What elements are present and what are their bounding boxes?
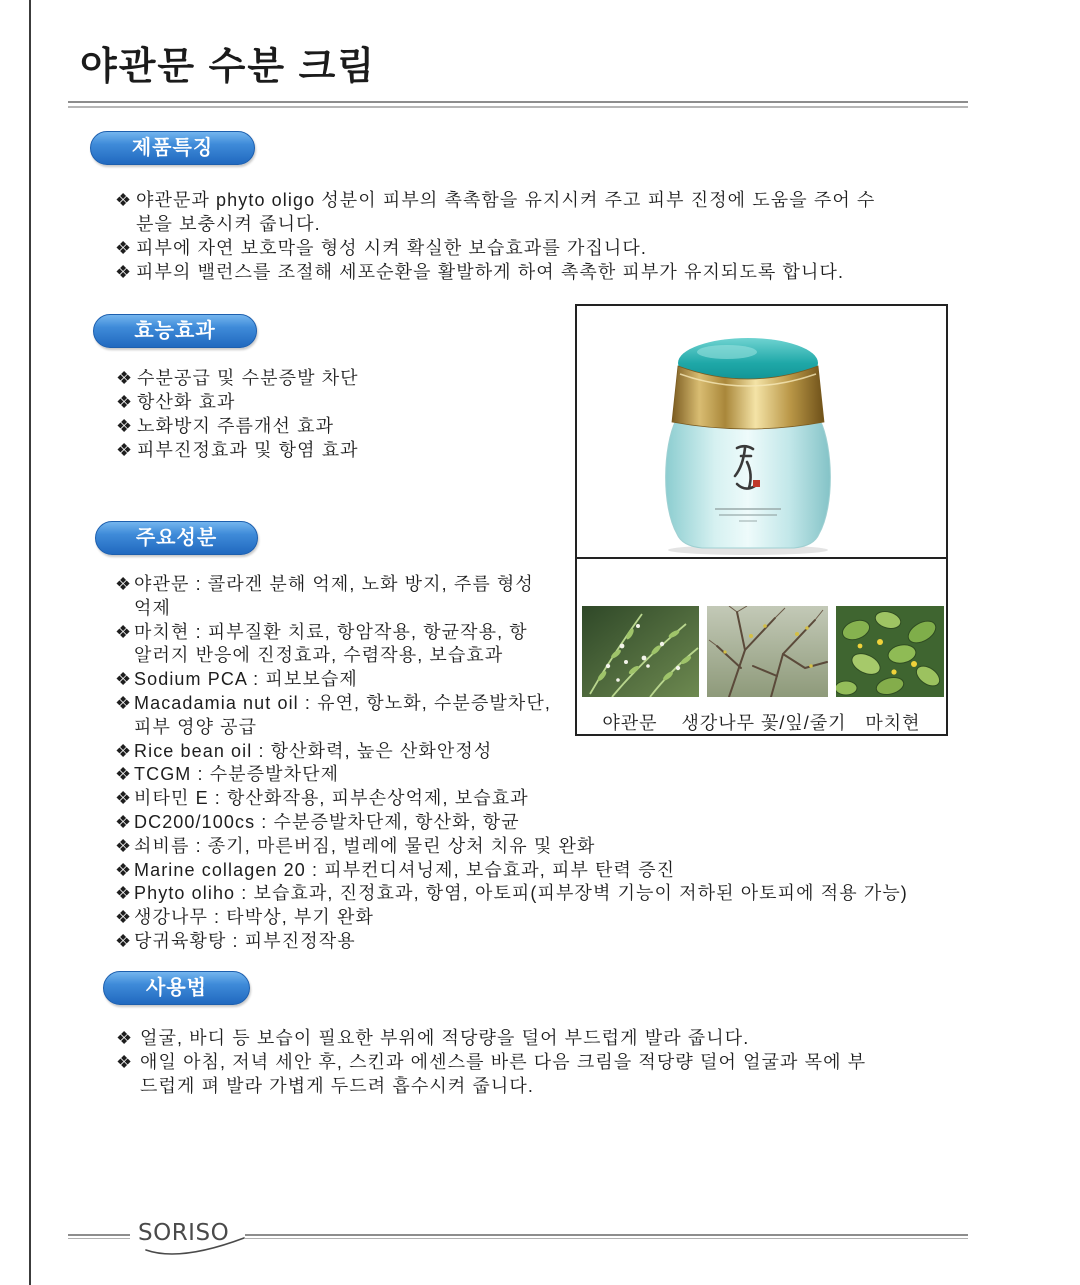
bullet-icon: ❖ <box>116 368 133 388</box>
product-jar-image <box>577 306 946 557</box>
bullet-icon: ❖ <box>116 1028 133 1048</box>
ingredient-desc: : 콜라겐 분해 억제, 노화 방지, 주름 형성 <box>189 574 534 594</box>
section-heading-features: 제품특징 <box>90 131 255 165</box>
bullet-icon: ❖ <box>115 238 132 258</box>
list-item <box>115 930 908 954</box>
section-heading-effects: 효능효과 <box>93 314 257 348</box>
ingredient-name: DC200/100cs <box>134 811 256 832</box>
ingredient-desc: : 피부진정작용 <box>226 930 356 951</box>
ingredient-name: Marine collagen 20 <box>134 859 306 880</box>
ingredient-name: 생강나무 <box>134 907 208 928</box>
bullet-icon: ❖ <box>115 669 132 690</box>
bullet-icon: ❖ <box>115 907 132 928</box>
ingredient-desc: 피부 영양 공급 <box>134 716 258 737</box>
plant-photo-machihyeon <box>836 606 944 697</box>
bullet-icon: ❖ <box>115 574 132 594</box>
ingredient-name: 마치현 <box>134 621 190 642</box>
list-item <box>116 1026 866 1050</box>
photo-caption: 야관문 <box>602 713 658 733</box>
list-item-text: 피부진정효과 및 항염 효과 <box>137 440 359 460</box>
photo-caption: 생강나무 꽃/잎/줄기 <box>681 713 847 733</box>
footer-divider-right <box>245 1234 968 1239</box>
list-item <box>116 438 359 462</box>
ingredient-name: 비타민 E <box>134 788 209 809</box>
bullet-icon: ❖ <box>115 621 132 642</box>
ingredient-desc: 억제 <box>134 597 171 618</box>
bullet-icon: ❖ <box>115 190 132 210</box>
list-item-text: 야관문과 phyto oligo 성분이 피부의 촉촉함을 유지시켜 주고 피부 진정에 도움을 주어 수 <box>136 190 876 210</box>
ingredient-desc: 알러지 반응에 진정효과, 수렴작용, 보습효과 <box>134 645 504 666</box>
bullet-icon: ❖ <box>115 811 132 832</box>
features-list <box>115 188 875 284</box>
list-item-text: 분을 보충시켜 줍니다. <box>136 214 321 234</box>
ingredient-name: Sodium PCA <box>134 669 248 690</box>
plant-photos-area <box>577 559 946 734</box>
page-title: 야관문 수분 크림 <box>80 46 377 88</box>
page-edge <box>29 0 31 1285</box>
plant-photo-yagwanmun <box>582 606 699 697</box>
brand-logo: SORISO <box>138 1220 230 1246</box>
ingredient-name: Rice bean oil <box>134 740 253 761</box>
title-divider <box>68 101 968 108</box>
list-item <box>115 835 908 859</box>
ingredient-desc: : 타박상, 부기 완화 <box>207 907 374 928</box>
ingredient-desc: : 항산화작용, 피부손상억제, 보습효과 <box>208 788 529 809</box>
list-item <box>115 787 908 811</box>
ingredient-desc: : 수분증발차단제 <box>191 764 340 785</box>
ingredient-desc: : 보습효과, 진정효과, 항염, 아토피(피부장벽 기능이 저하된 아토피에 적용 가능) <box>235 883 908 904</box>
bullet-icon: ❖ <box>115 764 132 785</box>
product-photo-area <box>577 306 946 559</box>
bullet-icon: ❖ <box>115 692 132 713</box>
bullet-icon: ❖ <box>115 740 132 761</box>
bullet-icon: ❖ <box>115 930 132 951</box>
ingredient-desc: : 피부컨디셔닝제, 보습효과, 피부 탄력 증진 <box>305 859 676 880</box>
ingredient-name: TCGM <box>134 764 192 785</box>
ingredient-desc: : 종기, 마른버짐, 벌레에 물린 상처 치유 및 완화 <box>189 835 596 856</box>
jar-body <box>666 420 831 548</box>
list-item <box>115 236 875 260</box>
bullet-icon: ❖ <box>116 440 133 460</box>
section-heading-ingredients: 주요성분 <box>95 521 258 555</box>
list-item <box>116 366 359 390</box>
effects-list <box>116 366 359 462</box>
list-item-text: 드럽게 펴 발라 가볍게 두드려 흡수시켜 줍니다. <box>140 1076 534 1096</box>
ingredient-desc: : 수분증발차단제, 항산화, 항균 <box>255 811 520 832</box>
ingredient-name: Phyto oliho <box>134 883 236 904</box>
footer-divider-left <box>68 1234 130 1239</box>
ingredient-desc: : 피부질환 치료, 항암작용, 항균작용, 항 <box>189 621 528 642</box>
bullet-icon: ❖ <box>115 262 132 282</box>
list-item-text: 피부에 자연 보호막을 형성 시켜 확실한 보습효과를 가집니다. <box>136 238 648 258</box>
bullet-icon: ❖ <box>115 859 132 880</box>
ingredient-desc: : 유연, 항노화, 수분증발차단, <box>298 692 551 713</box>
usage-list <box>116 1026 866 1098</box>
plant-photo-saenggang-namu <box>707 606 828 697</box>
bullet-icon: ❖ <box>116 1052 133 1072</box>
list-item <box>115 740 908 764</box>
photo-caption: 마치현 <box>865 713 921 733</box>
list-item-text: 수분공급 및 수분증발 차단 <box>137 368 359 388</box>
list-item <box>115 763 908 787</box>
ingredient-desc: : 항산화력, 높은 산화안정성 <box>252 740 493 761</box>
product-image-panel <box>575 304 948 736</box>
list-item-text: 항산화 효과 <box>137 392 236 412</box>
list-item <box>115 811 908 835</box>
bullet-icon: ❖ <box>116 416 133 436</box>
bullet-icon: ❖ <box>115 835 132 856</box>
list-item-text: 피부의 밸런스를 조절해 세포순환을 활발하게 하여 촉촉한 피부가 유지되도록 합니다. <box>136 262 845 282</box>
ingredient-desc: : 피보보습제 <box>247 669 358 690</box>
section-heading-usage: 사용법 <box>103 971 250 1005</box>
list-item <box>115 260 875 284</box>
list-item <box>115 906 908 930</box>
list-item <box>115 188 875 236</box>
list-item <box>116 414 359 438</box>
list-item <box>115 882 908 906</box>
ingredient-name: 당귀육황탕 <box>134 930 227 951</box>
ingredient-name: 야관문 <box>134 574 190 594</box>
list-item-text: 얼굴, 바디 등 보습이 필요한 부위에 적당량을 덜어 부드럽게 발라 줍니다. <box>140 1028 750 1048</box>
ingredient-name: 쇠비름 <box>134 835 190 856</box>
bullet-icon: ❖ <box>115 788 132 809</box>
bullet-icon: ❖ <box>116 392 133 412</box>
list-item <box>116 390 359 414</box>
list-item <box>115 859 908 883</box>
list-item <box>116 1050 866 1098</box>
bullet-icon: ❖ <box>115 883 132 904</box>
list-item-text: 애일 아침, 저녁 세안 후, 스킨과 에센스를 바른 다음 크림을 적당량 덜어 얼굴과 목에 부 <box>140 1052 867 1072</box>
logo-swoosh-icon <box>140 1236 246 1260</box>
list-item-text: 노화방지 주름개선 효과 <box>137 416 335 436</box>
ingredient-name: Macadamia nut oil <box>134 692 299 713</box>
